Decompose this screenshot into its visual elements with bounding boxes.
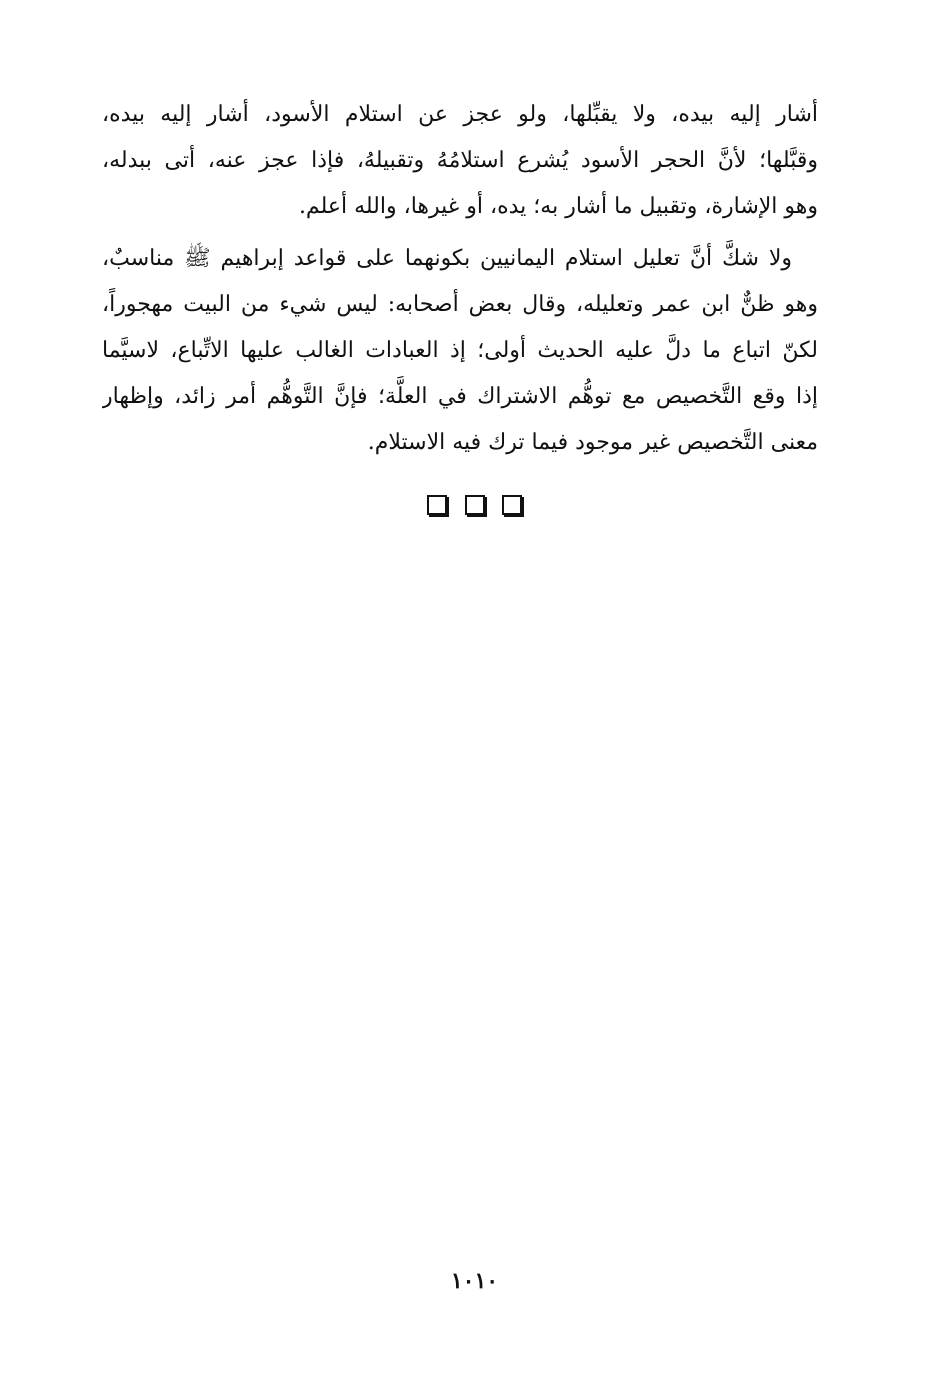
- paragraph-2: [102, 236, 818, 466]
- text-line: وهو الإشارة، وتقبيل ما أشار به؛ يده، أو غيرها، والله أعلم.: [298, 194, 818, 219]
- text-line: وقبَّلها؛ لأنَّ الحجر الأسود يُشرع استلامُهُ وتقبيلهُ، فإذا عجز عنه، أتى ببدله،: [102, 148, 818, 173]
- text-line: إذا وقع التَّخصيص مع توهُّم الاشتراك في العلَّة؛ فإنَّ التَّوهُّم أمر زائد، وإظهار: [102, 384, 818, 409]
- text-line: لكنّ اتباع ما دلَّ عليه الحديث أولى؛ إذ العبادات الغالب عليها الاتِّباع، لاسيَّما: [102, 338, 818, 363]
- text-line: وهو ظنٌّ ابن عمر وتعليله، وقال بعض أصحابه: ليس شيء من البيت مهجوراً،: [102, 292, 818, 317]
- text-line: معنى التَّخصيص غير موجود فيما ترك فيه الاستلام.: [367, 430, 818, 455]
- text-line: أشار إليه بيده، ولا يقبِّلها، ولو عجز عن استلام الأسود، أشار إليه بيده،: [102, 102, 818, 127]
- section-end-ornament: [0, 494, 949, 515]
- paragraph-1: [102, 92, 818, 230]
- main-text: [102, 92, 818, 466]
- text-line: ولا شكَّ أنَّ تعليل استلام اليمانيين بكونهما على قواعد إبراهيم ﷺ مناسبٌ،: [102, 246, 792, 271]
- square-box-icon: [465, 495, 485, 515]
- square-box-icon: [427, 495, 447, 515]
- page-number: ١٠١٠: [450, 1268, 499, 1294]
- square-box-icon: [502, 495, 522, 515]
